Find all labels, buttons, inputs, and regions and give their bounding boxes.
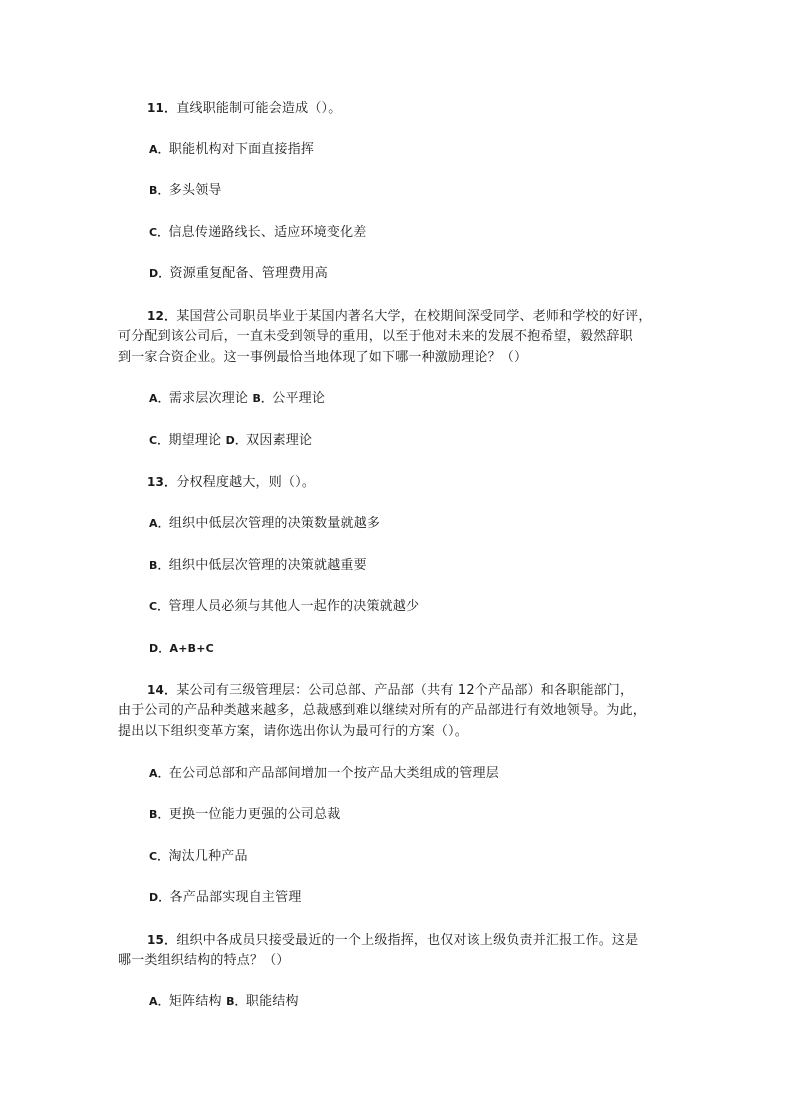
question-13-option-d: D．A+B+C — [149, 642, 214, 655]
question-number: 11． — [147, 101, 177, 115]
question-11-option-a: A．职能机构对下面直接指挥 — [149, 142, 315, 157]
question-14-stem-line-2: 由于公司的产品种类越来越多，总裁感到难以继续对所有的产品部进行有效地领导。为此， — [118, 703, 647, 718]
question-13-stem: 13．分权程度越大，则（）。 — [147, 475, 316, 490]
question-12-stem-line-3: 到一家合资企业。这一事例最恰当地体现了如下哪一种激励理论？（） — [118, 350, 528, 365]
question-13-option-b: B．组织中低层次管理的决策就越重要 — [149, 558, 367, 573]
question-number: 12． — [147, 309, 177, 323]
question-11-stem: 11．直线职能制可能会造成（）。 — [147, 101, 342, 116]
question-14-option-c: C．淘汰几种产品 — [149, 849, 248, 864]
question-13-option-a: A．组织中低层次管理的决策数量就越多 — [149, 516, 381, 531]
question-12-stem-line-1: 12．某国营公司职员毕业于某国内著名大学，在校期间深受同学、老师和学校的好评， — [147, 309, 652, 324]
question-14-stem-line-1: 14．某公司有三级管理层：公司总部、产品部（共有 12个产品部）和各职能部门， — [147, 683, 634, 698]
question-15-stem-line-2: 哪一类组织结构的特点？（） — [118, 953, 290, 968]
question-number: 14． — [147, 683, 177, 697]
question-12-options-ab: A．需求层次理论 B．公平理论 — [149, 391, 326, 406]
question-15-options-ab: A．矩阵结构 B．职能结构 — [149, 994, 299, 1009]
question-11-option-c: C．信息传递路线长、适应环境变化差 — [149, 225, 367, 240]
question-11-option-d: D．资源重复配备、管理费用高 — [149, 266, 328, 281]
question-number: 15． — [147, 933, 177, 947]
question-15-stem-line-1: 15．组织中各成员只接受最近的一个上级指挥，也仅对该上级负责并汇报工作。这是 — [147, 933, 639, 948]
question-12-stem-line-2: 可分配到该公司后，一直未受到领导的重用，以至于他对未来的发展不抱希望，毅然辞职 — [118, 329, 633, 344]
question-12-options-cd: C．期望理论 D．双因素理论 — [149, 433, 313, 448]
question-11-option-b: B．多头领导 — [149, 183, 222, 198]
question-14-option-b: B．更换一位能力更强的公司总裁 — [149, 807, 341, 822]
question-14-stem-line-3: 提出以下组织变革方案，请你选出你认为最可行的方案（）。 — [118, 724, 468, 739]
question-14-option-a: A．在公司总部和产品部间增加一个按产品大类组成的管理层 — [149, 766, 499, 781]
question-number: 13． — [147, 475, 177, 489]
question-14-option-d: D．各产品部实现自主管理 — [149, 890, 302, 905]
question-13-option-c: C．管理人员必须与其他人一起作的决策就越少 — [149, 599, 420, 614]
